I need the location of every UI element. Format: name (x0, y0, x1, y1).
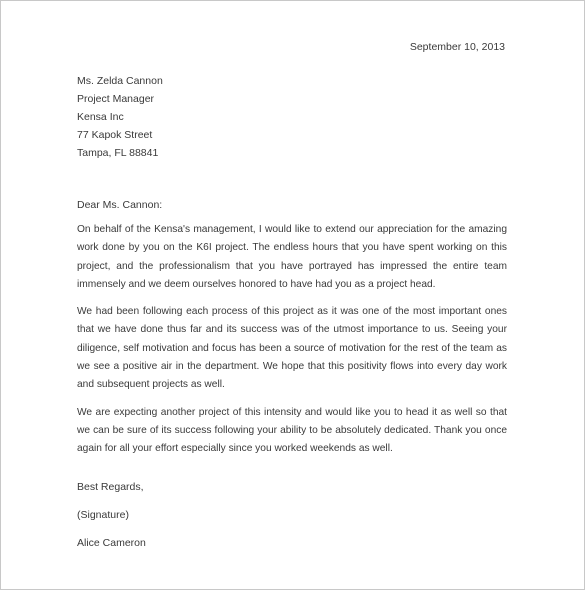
letter-body (77, 221, 507, 468)
recipient-title: Project Manager (77, 93, 155, 105)
recipient-street: 77 Kapok Street (77, 129, 153, 141)
signature-placeholder: (Signature) (77, 509, 129, 521)
salutation: Dear Ms. Cannon: (77, 199, 163, 211)
recipient-name: Ms. Zelda Cannon (77, 75, 163, 87)
recipient-address (77, 72, 163, 162)
recipient-city-state-zip: Tampa, FL 88841 (77, 147, 159, 159)
letter-date: September 10, 2013 (409, 41, 505, 53)
sender-name: Alice Cameron (77, 537, 146, 549)
closing: Best Regards, (77, 481, 144, 493)
body-paragraph: On behalf of the Kensa's management, I would like to extend our appreciation for the amazing work done by you on the K6I project. The endless hours that you have spent working on this project, and the professionalism that you have portrayed has impressed the entire team immensely and we deem ourselves honored to have had you as a project head. (77, 224, 507, 290)
body-paragraph: We are expecting another project of this intensity and would like you to head it as well so that we can be sure of its success following your ability to be absolutely dedicated. Thank you once again for all your effort especially since you worked weekends as well. (77, 406, 507, 455)
body-paragraph: We had been following each process of this project as it was one of the most important ones that we have done thus far and its success was of the utmost importance to us. Seeing your diligence, self motivation and focus has been a source of motivation for the rest of the team as we see a positive air in the department. We hope that this positivity flows into every day work and subsequent projects as well. (77, 306, 507, 391)
recipient-company: Kensa Inc (77, 111, 124, 123)
